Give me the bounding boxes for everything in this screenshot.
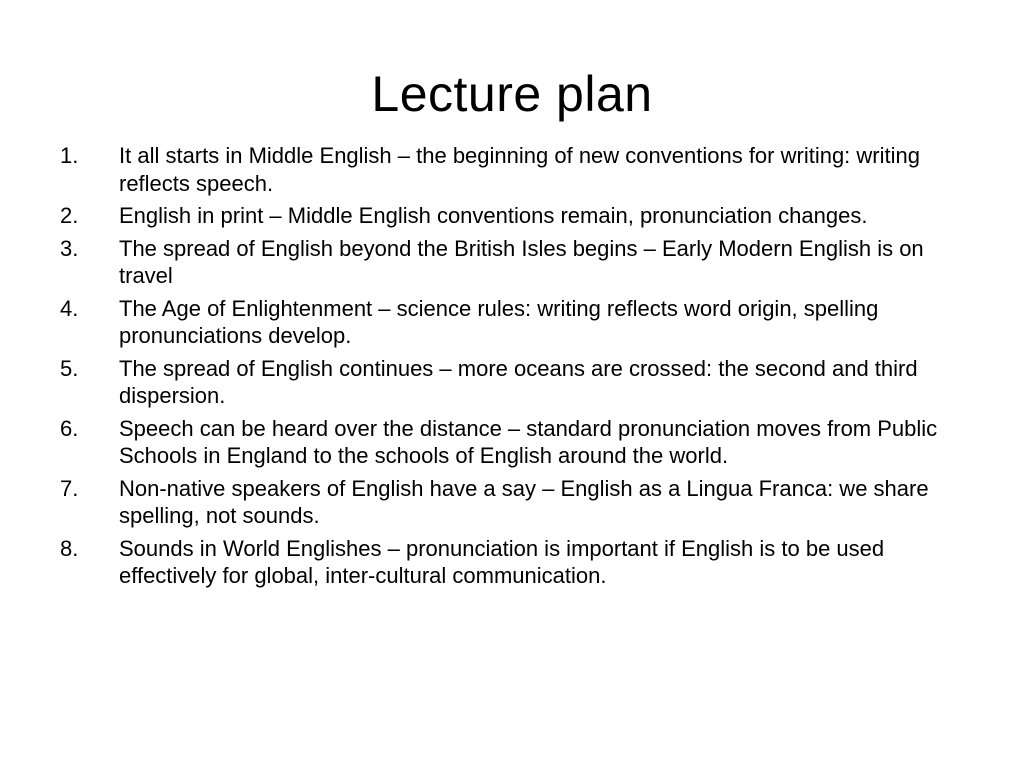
item-number: 8. <box>60 535 79 561</box>
list-item <box>60 202 960 230</box>
item-number: 1. <box>60 143 79 168</box>
lecture-plan-list <box>60 142 960 595</box>
item-number: 5. <box>60 355 79 381</box>
item-text: Sounds in World Englishes – pronunciation is important if English is to be used effectively for global, inter-cultural communication. <box>119 535 885 588</box>
item-text: It all starts in Middle English – the beginning of new conventions for writing: writing reflects speech. <box>119 143 920 196</box>
item-text: English in print – Middle English conventions remain, pronunciation changes. <box>119 203 868 228</box>
item-text: Speech can be heard over the distance – standard pronunciation moves from Public Schools in England to the schools of English around the world. <box>119 415 938 468</box>
item-text: The spread of English beyond the British Isles begins – Early Modern English is on travel <box>119 235 924 288</box>
item-text: The Age of Enlightenment – science rules: writing reflects word origin, spelling pronunciations develop. <box>119 295 879 348</box>
item-number: 7. <box>60 475 79 501</box>
slide-title: Lecture plan <box>371 66 653 122</box>
item-text: Non-native speakers of English have a say – English as a Lingua Franca: we share spelling, not sounds. <box>119 475 929 528</box>
item-number: 3. <box>60 235 79 261</box>
item-number: 4. <box>60 295 79 321</box>
list-item <box>60 475 960 530</box>
list-item <box>60 295 960 350</box>
list-item <box>60 142 960 197</box>
item-number: 2. <box>60 203 79 228</box>
item-text: The spread of English continues – more oceans are crossed: the second and third dispersion. <box>119 355 918 408</box>
list-item <box>60 415 960 470</box>
list-item <box>60 355 960 410</box>
list-item <box>60 235 960 290</box>
list-item <box>60 535 960 590</box>
item-number: 6. <box>60 415 79 441</box>
